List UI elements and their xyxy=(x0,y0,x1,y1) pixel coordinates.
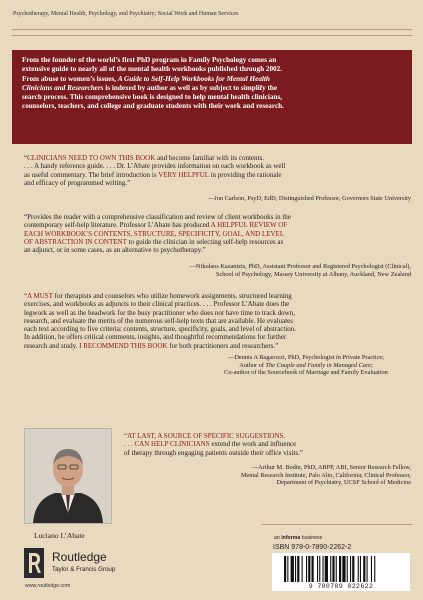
quote-line: “Provides the reader with a comprehensive classification and review of client workbooks in the xyxy=(24,213,291,221)
quote-line xyxy=(24,292,404,300)
barcode-bar xyxy=(312,556,314,582)
barcode-rule xyxy=(262,524,412,525)
review-quote-3 xyxy=(24,292,404,350)
intro-line: counselors, teachers, and college and graduate students with their work and research. xyxy=(22,102,284,111)
barcode-bar xyxy=(367,556,368,582)
quote-text: for therapists and counselors who utilize homework assignments, structured learning xyxy=(52,292,292,300)
publisher-group: Taylor & Francis Group xyxy=(52,566,116,573)
quote-line: In addition, he offers critical comments, insights, and thoughtful recommendations for further xyxy=(24,333,287,342)
quote-text: research and study. xyxy=(24,341,80,350)
quote-mark: “ xyxy=(24,154,28,162)
intro-line xyxy=(22,84,404,93)
intro-text xyxy=(22,56,404,112)
book-title-italic: A Guide to Self-Help Workbooks for Mental Health xyxy=(117,74,270,83)
quote-line: of therapy through engaging patients outside their office visits.” xyxy=(124,448,303,457)
routledge-logo-icon xyxy=(24,548,44,578)
imprint-text: business xyxy=(300,535,323,541)
attribution-2 xyxy=(190,263,411,278)
intro-text-span: From abuse to women’s issues, xyxy=(22,74,118,83)
quote-text: extend the work and influence xyxy=(209,440,297,449)
quote-line: and efficacy of programmed writing.” xyxy=(24,178,131,187)
top-rule xyxy=(12,29,412,30)
quote-line: exercises, and workbooks as adjuncts to their clinical practices. . . . Professor L’Abate does the xyxy=(24,300,290,309)
quote-line: research, and evaluate the merits of the numerous self-help texts that are available. He evaluates xyxy=(24,316,293,325)
attribution-line xyxy=(200,362,412,370)
imprint-brand: informa xyxy=(281,535,301,541)
quote-highlight: OF ABSTRACTION IN CONTENT xyxy=(24,237,127,246)
imprint-text: an xyxy=(274,535,282,541)
publisher-url[interactable]: www.routledge.com xyxy=(25,583,71,589)
author-name: Luciano L’Abate xyxy=(34,531,85,540)
intro-line: From the founder of the world’s first PhD program in Family Psychology comes an xyxy=(22,56,277,64)
intro-line xyxy=(22,75,404,84)
review-quote-2 xyxy=(24,213,404,254)
intro-line: search process. This comprehensive book is designed to help mental health clinicians, xyxy=(22,93,283,102)
quote-text: as useful commentary. The brief introduction is xyxy=(24,170,159,179)
quote-highlight: I RECOMMEND THIS BOOK xyxy=(79,341,168,350)
barcode-bar xyxy=(287,556,288,582)
quote-text: to guide the clinician in selecting self-help resources as xyxy=(126,237,284,246)
quote-line: EACH WORKBOOK’S CONTENTS, STRUCTURE, SPECIFICITY, GOAL, AND LEVEL xyxy=(24,229,285,238)
barcode-bar xyxy=(342,556,345,582)
barcode-bar xyxy=(347,556,348,582)
barcode-bar xyxy=(319,556,320,582)
quote-line xyxy=(24,171,404,179)
barcode-bar xyxy=(332,556,334,582)
barcode-bar xyxy=(330,556,331,582)
intro-text-span: is indexed by author as well as by subject to simplify the xyxy=(103,83,278,92)
barcode-bar xyxy=(325,556,328,582)
barcode-bar xyxy=(360,556,361,582)
attribution-text: ; xyxy=(370,361,373,369)
attribution-3 xyxy=(200,354,412,377)
barcode-bar xyxy=(317,556,318,582)
intro-line: extensive guide to nearly all of the mental health workbooks published through 2002. xyxy=(22,65,283,74)
barcode-bar xyxy=(371,556,372,582)
attribution-line: —Nikolaos Kazantzis, PhD, Assistant Professor and Registered Psychologist (Clinical), xyxy=(189,263,411,270)
barcode-bar xyxy=(295,556,296,582)
book-title-italic: Clinicians and Researchers xyxy=(22,83,104,92)
barcode-bar xyxy=(350,556,351,582)
barcode-bar xyxy=(323,556,324,582)
quote-line xyxy=(24,238,404,246)
quote-highlight: A HELPFUL REVIEW OF xyxy=(210,221,288,230)
quote-highlight: . . . CAN HELP CLINICIANS xyxy=(124,440,210,449)
isbn-number: ISBN 978-0-7890-2262-2 xyxy=(273,544,352,551)
attribution-4 xyxy=(241,464,411,487)
attribution-1: —Jon Carlson, PsyD, EdD, Distinguished Professor, Governors State University xyxy=(208,195,411,202)
quote-text: contemporary self-help literature. Professor L’Abate has produced xyxy=(24,221,211,230)
quote-text: and become familiar with its contents. xyxy=(155,154,264,162)
attribution-line: Mental Research Institute, Palo Alto, California; Clinical Professor, xyxy=(240,471,411,479)
quote-text: for both practitioners and researchers.” xyxy=(167,341,279,350)
barcode-bar xyxy=(291,556,294,582)
top-rule-2 xyxy=(12,35,412,36)
review-quote-4 xyxy=(124,432,414,457)
barcode-bar xyxy=(358,556,359,582)
quote-line: “AT LAST, A SOURCE OF SPECIFIC SUGGESTIONS. xyxy=(124,432,286,440)
quote-line: . . . A handy reference guide. . . . Dr. L’Abate provides information on each workbook as well xyxy=(24,162,286,171)
barcode-bar xyxy=(284,556,286,582)
attribution-line: Department of Psychiatry, UCSF School of Medicine xyxy=(276,479,411,487)
barcode-digits: 9 780789 022622 xyxy=(308,583,374,590)
author-photo xyxy=(24,428,112,524)
barcode-bar xyxy=(302,556,303,582)
quote-line: legwork as well as the headwork for the busy practitioner who does not have time to track down, xyxy=(24,308,295,317)
quote-line xyxy=(124,440,414,448)
review-quote-1 xyxy=(24,154,404,187)
quote-line: an adjunct, or in some cases, as an alternative to psychotherapy.” xyxy=(24,246,206,255)
barcode-bar xyxy=(297,556,299,582)
barcode-bar xyxy=(363,556,365,582)
barcode-bar xyxy=(352,556,354,582)
barcode-bar xyxy=(336,556,337,582)
quote-text: in providing the rationale xyxy=(208,170,282,179)
barcode-bar xyxy=(374,556,375,582)
attribution-text: Author of xyxy=(239,361,266,369)
attribution-line: Co-author of the Sourcebook of Marriage and Family Evaluation xyxy=(224,369,388,377)
subject-categories: Psychotherapy, Mental Health, Psychology, and Psychiatry; Social Work and Human Services xyxy=(13,11,239,17)
quote-highlight: VERY HELPFUL xyxy=(158,170,209,179)
barcode-bar xyxy=(306,556,307,582)
quote-line xyxy=(24,154,404,162)
publisher-name: Routledge xyxy=(52,550,107,564)
quote-line: each text according to five criteria: contents, structure, specificity, goals, and level of abstraction. xyxy=(24,325,297,334)
attribution-line: School of Psychology, Massey University at Albany, Auckland, New Zealand xyxy=(215,270,411,278)
informa-imprint xyxy=(274,535,322,541)
attribution-line: —Dennis A Bagarozzi, PhD, Psychologist in Private Practice; xyxy=(228,354,384,361)
author-portrait-icon xyxy=(25,429,111,523)
barcode-bar xyxy=(339,556,341,582)
attribution-line: —Arthur M. Bodin, PhD, ABPP, ABI, Senior Research Fellow, xyxy=(251,464,411,471)
quote-highlight: “A MUST xyxy=(24,292,53,300)
book-title-italic: The Couple and Family in Managed Care xyxy=(265,361,371,369)
quote-highlight: CLINICIANS NEED TO OWN THIS BOOK xyxy=(27,154,156,162)
quote-line xyxy=(24,221,404,229)
quote-line xyxy=(24,342,404,350)
barcode-bar xyxy=(308,556,310,582)
